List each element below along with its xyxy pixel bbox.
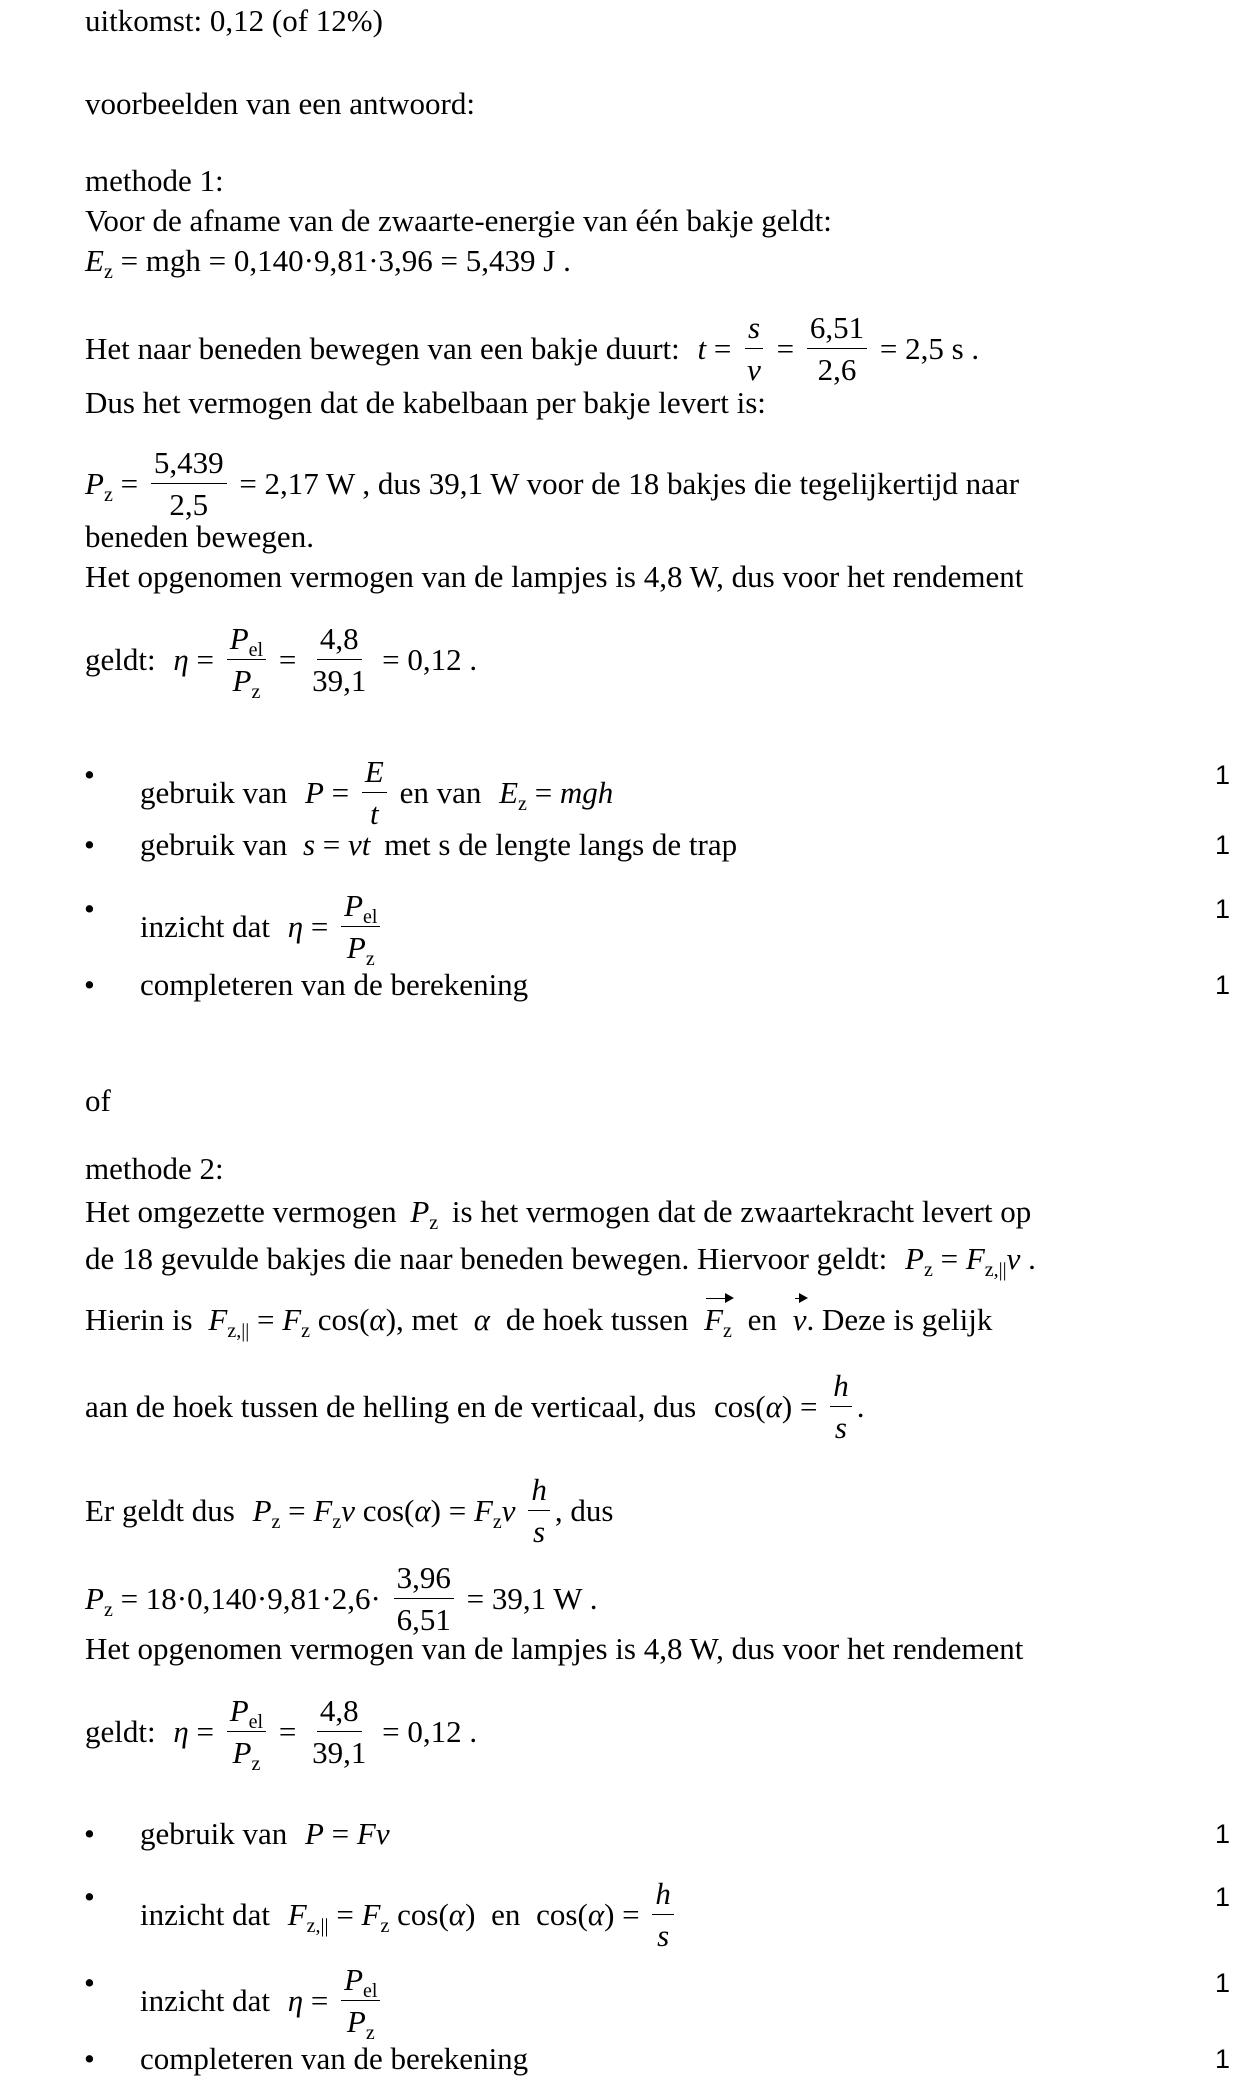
bullet-icon: •: [84, 1879, 95, 1914]
criterion-points: 1: [1214, 1968, 1230, 1998]
criterion-item: inzicht dat $F_{z,||} = F_z$ cos(α) en cos(α) = $\frac{h}{s}$: [140, 1878, 679, 1951]
bullet-icon: •: [84, 891, 95, 926]
method1-opgenomen-line: Het opgenomen vermogen van de lampjes is 4,8 W, dus voor het rendement: [85, 559, 1024, 594]
criterion-item: gebruik van P = $\frac{E}{t}$ en van $E_z$ = mgh: [140, 754, 614, 831]
method2-title: methode 2:: [85, 1151, 224, 1186]
vector-arrow: $F_z$: [704, 1302, 732, 1342]
criterion-item: completeren van de berekening: [140, 967, 529, 1002]
bullet-icon: •: [84, 757, 95, 792]
method1-time-line: Het naar beneden bewegen van een bakje duurt: t = $\frac{s}{v}$ = $\frac{6,51}{2,6}$ = 2,5 s .: [85, 310, 980, 387]
fraction-pz-values: $\frac{5,439}{2,5}$: [151, 447, 227, 520]
bullet-icon: •: [84, 1965, 95, 2000]
criterion-item: gebruik van s = vt met s de lengte langs de trap: [140, 827, 738, 862]
bullet-icon: •: [84, 1816, 95, 1851]
criterion-points: 1: [1214, 1819, 1230, 1849]
method1-power-intro: Dus het vermogen dat de kabelbaan per bakje levert is:: [85, 385, 766, 420]
bullet-icon: •: [84, 827, 95, 862]
method2-opgenomen-line: Het opgenomen vermogen van de lampjes is 4,8 W, dus voor het rendement: [85, 1631, 1024, 1666]
bullet-icon: •: [84, 2041, 95, 2076]
method2-line4: aan de hoek tussen de helling en de verticaal, dus cos(α) = $\frac{h}{s}$ .: [85, 1368, 865, 1445]
method2-line5: Er geldt dus $P_z = F_zv$ $\cos(\alpha) = F_zv$ $\frac{h}{s}$ , dus: [85, 1472, 614, 1549]
criterion-points: 1: [1214, 894, 1230, 924]
method2-line1: Het omgezette vermogen $P_z$ is het vermogen dat de zwaartekracht levert op: [85, 1194, 1032, 1234]
criterion-points: 1: [1214, 970, 1230, 1000]
criterion-points: 1: [1214, 2044, 1230, 2074]
method2-line2: de 18 gevulde bakjes die naar beneden bewegen. Hiervoor geldt: $P_z = F_{z,||}v$ .: [85, 1241, 1036, 1281]
bullet-icon: •: [84, 967, 95, 1002]
method1-efficiency-equation: geldt: η = $\frac{P_{el}}{P_z}$ = $\frac{4,8}{39,1}$ = 0,12 .: [85, 621, 478, 703]
criterion-item: inzicht dat η = $\frac{P_{el}}{P_z}$: [140, 890, 385, 963]
or-separator: of: [85, 1083, 111, 1118]
fraction-time-values: $\frac{6,51}{2,6}$: [807, 312, 867, 385]
examples-heading: voorbeelden van een antwoord:: [85, 86, 475, 121]
criterion-points: 1: [1214, 760, 1230, 790]
criterion-item: completeren van de berekening: [140, 2041, 529, 2076]
fraction-s-over-v: $\frac{s}{v}$: [744, 312, 764, 385]
criterion-points: 1: [1214, 830, 1230, 860]
criterion-item: gebruik van P = Fv: [140, 1816, 390, 1851]
method2-efficiency-equation: geldt: η = $\frac{P_{el}}{P_z}$ = $\frac{4,8}{39,1}$ = 0,12 .: [85, 1693, 478, 1775]
criterion-points: 1: [1214, 1882, 1230, 1912]
vector-arrow: v: [792, 1302, 807, 1337]
method2-calc-equation: $P_z = 18\cdot 0,140\cdot 9,81\cdot 2,6\cdot$ $\frac{3,96}{6,51}$ = 39,1 W .: [85, 1560, 598, 1637]
method1-title: methode 1:: [85, 163, 224, 198]
method1-pz-equation: $P_z$ = $\frac{5,439}{2,5}$ = 2,17 W , dus 39,1 W voor de 18 bakjes die tegelijkertijd naar: [85, 445, 1020, 522]
method1-beneden-line: beneden bewegen.: [85, 519, 314, 554]
method1-intro: Voor de afname van de zwaarte-energie van één bakje geldt:: [85, 203, 832, 238]
outcome-line: uitkomst: 0,12 (of 12%): [85, 3, 383, 38]
method2-line3: Hierin is $F_{z,||} = F_z$ cos(α), met α de hoek tussen $F_z$ en v. Deze is gelijk: [85, 1302, 993, 1342]
method1-ez-equation: $E_z$ = mgh = 0,140·9,81·3,96 = 5,439 J .: [85, 243, 571, 283]
criterion-item: inzicht dat η = $\frac{P_{el}}{P_z}$: [140, 1964, 385, 2037]
